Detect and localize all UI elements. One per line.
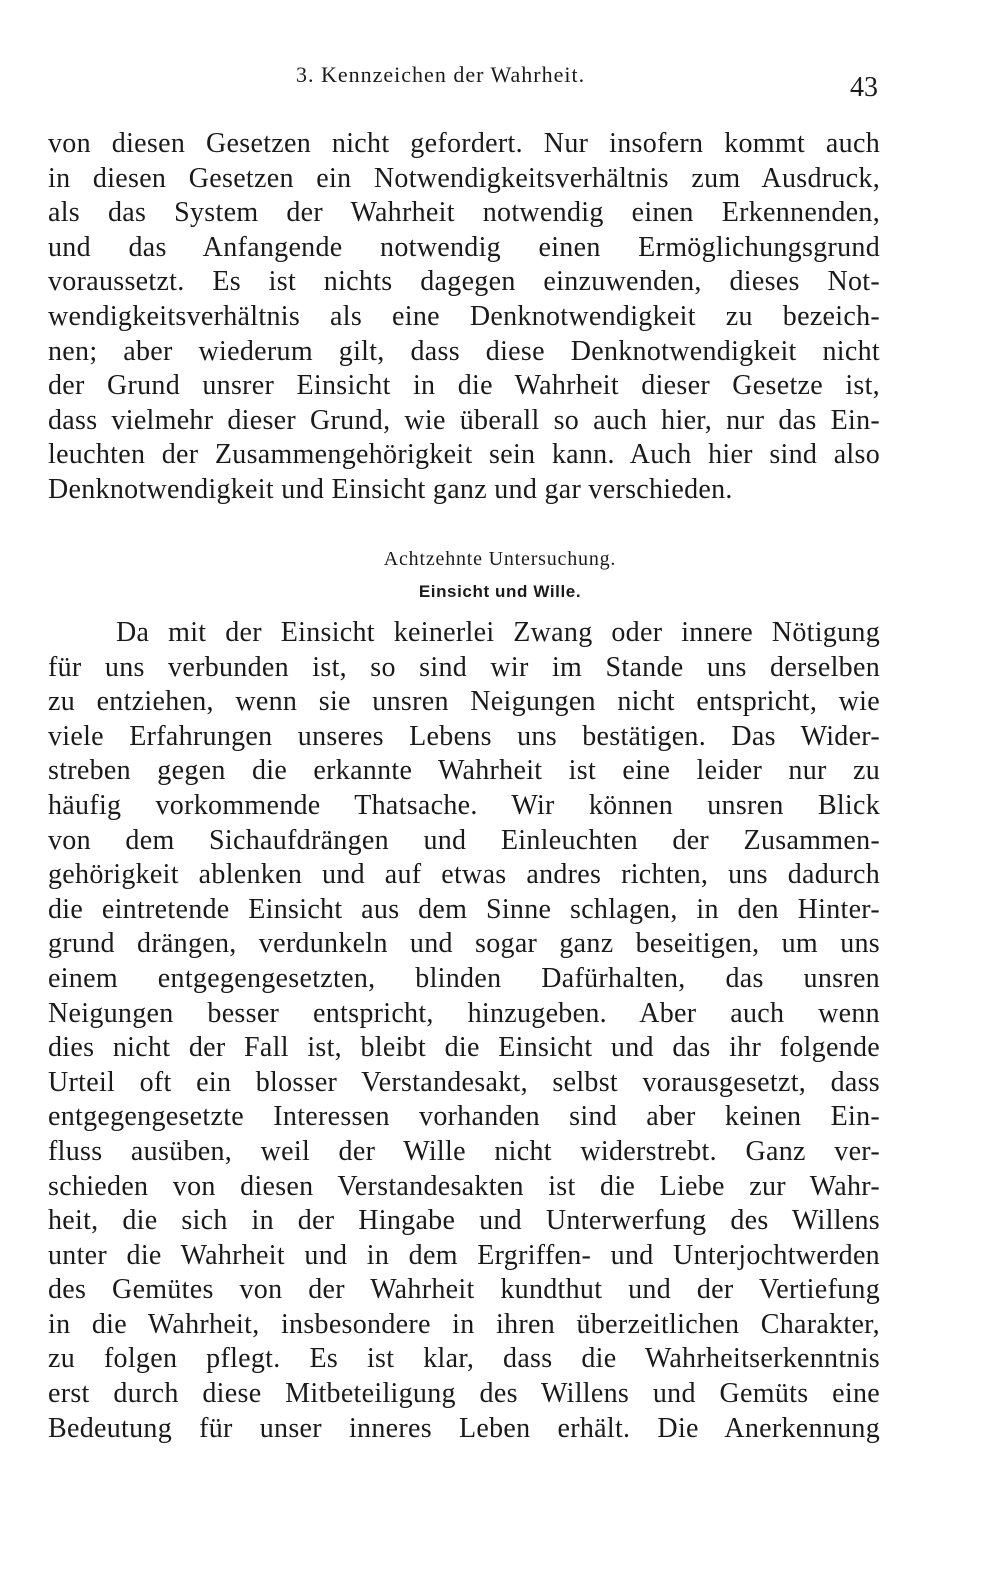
text-line: zu folgen pflegt. Es ist klar, dass die Wahrheitserkenntnis bbox=[48, 1343, 880, 1375]
text-line: der Grund unsrer Einsicht in die Wahrheit dieser Gesetze ist, bbox=[48, 370, 880, 402]
text-line: häufig vorkommende Thatsache. Wir können unsren Blick bbox=[48, 789, 880, 821]
text-line: als das System der Wahrheit notwendig einen Erkennenden, bbox=[48, 197, 880, 229]
text-line: und das Anfangende notwendig einen Ermöglichungsgrund bbox=[48, 231, 880, 263]
text-line: schieden von diesen Verstandesakten ist die Liebe zur Wahr- bbox=[48, 1170, 880, 1202]
text-line: des Gemütes von der Wahrheit kundthut und der Vertiefung bbox=[48, 1274, 880, 1306]
paragraph-main bbox=[48, 616, 880, 1446]
text-line: Neigungen besser entspricht, hinzugeben. Aber auch wenn bbox=[48, 997, 880, 1029]
text-line: viele Erfahrungen unseres Lebens uns bestätigen. Das Wider- bbox=[48, 720, 880, 752]
text-line: entgegengesetzte Interessen vorhanden sind aber keinen Ein- bbox=[48, 1101, 880, 1133]
text-line: in die Wahrheit, insbesondere in ihren überzeitlichen Charakter, bbox=[48, 1308, 880, 1340]
text-line: gehörigkeit ablenken und auf etwas andres richten, uns dadurch bbox=[48, 859, 880, 891]
text-line: in diesen Gesetzen ein Notwendigkeitsverhältnis zum Ausdruck, bbox=[48, 162, 880, 194]
text-line: dies nicht der Fall ist, bleibt die Einsicht und das ihr folgende bbox=[48, 1032, 880, 1064]
running-header: 3. Kennzeichen der Wahrheit. bbox=[296, 62, 586, 87]
text-line: für uns verbunden ist, so sind wir im Stande uns derselben bbox=[48, 651, 880, 683]
text-line: dass vielmehr dieser Grund, wie überall so auch hier, nur das Ein- bbox=[48, 404, 880, 436]
text-line: von diesen Gesetzen nicht gefordert. Nur insofern kommt auch bbox=[48, 128, 880, 159]
text-line: fluss ausüben, weil der Wille nicht widerstrebt. Ganz ver- bbox=[48, 1135, 880, 1167]
text-line: voraussetzt. Es ist nichts dagegen einzuwenden, dieses Not- bbox=[48, 266, 880, 298]
text-line: nen; aber wiederum gilt, dass diese Denknotwendigkeit nicht bbox=[48, 335, 880, 367]
text-line: einem entgegengesetzten, blinden Dafürhalten, das unsren bbox=[48, 962, 880, 994]
text-line: Bedeutung für unser inneres Leben erhält. Die Anerkennung bbox=[48, 1412, 880, 1444]
text-line: die eintretende Einsicht aus dem Sinne schlagen, in den Hinter- bbox=[48, 893, 880, 925]
text-line: Da mit der Einsicht keinerlei Zwang oder innere Nötigung bbox=[116, 617, 880, 648]
text-line: streben gegen die erkannte Wahrheit ist eine leider nur zu bbox=[48, 755, 880, 787]
text-line: grund drängen, verdunkeln und sogar ganz beseitigen, um uns bbox=[48, 928, 880, 960]
section-title: Einsicht und Wille. bbox=[418, 582, 582, 601]
text-line: erst durch diese Mitbeteiligung des Willens und Gemüts eine bbox=[48, 1378, 880, 1410]
text-line: leuchten der Zusammengehörigkeit sein kann. Auch hier sind also bbox=[48, 439, 880, 471]
text-line: zu entziehen, wenn sie unsren Neigungen nicht entspricht, wie bbox=[48, 686, 880, 718]
paragraph-continued bbox=[48, 127, 880, 508]
text-line: wendigkeitsverhältnis als eine Denknotwendigkeit zu bezeich- bbox=[48, 300, 880, 332]
text-line: Denknotwendigkeit und Einsicht ganz und gar verschieden. bbox=[48, 473, 733, 505]
page-number: 43 bbox=[850, 72, 878, 103]
text-line: Urteil oft ein blosser Verstandesakt, selbst vorausgesetzt, dass bbox=[48, 1066, 880, 1098]
text-line: unter die Wahrheit und in dem Ergriffen- und Unterjochtwerden bbox=[48, 1239, 880, 1271]
text-line: von dem Sichaufdrängen und Einleuchten der Zusammen- bbox=[48, 824, 880, 856]
section-label: Achtzehnte Untersuchung. bbox=[383, 548, 617, 570]
text-line: heit, die sich in der Hingabe und Unterwerfung des Willens bbox=[48, 1205, 880, 1237]
